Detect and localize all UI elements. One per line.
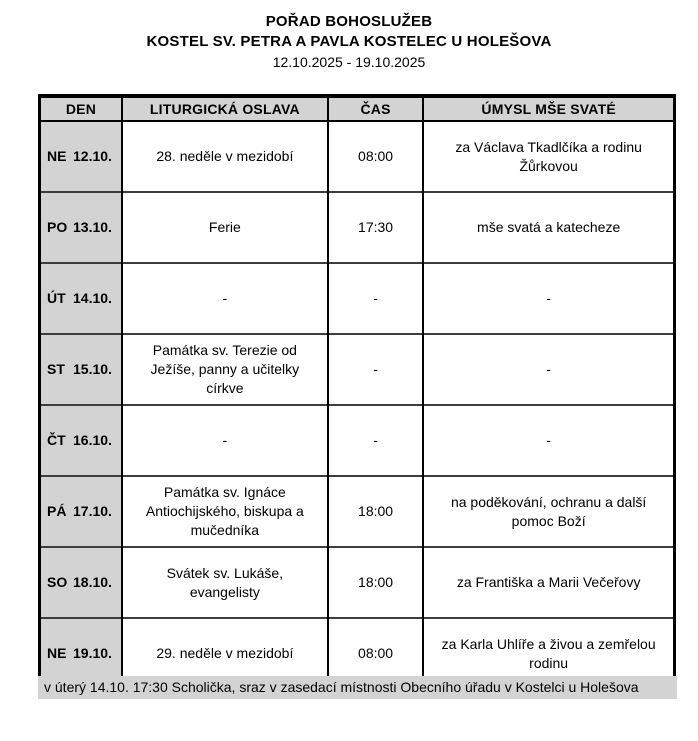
time-cell: 08:00 [328, 121, 423, 192]
church-title: KOSTEL SV. PETRA A PAVLA KOSTELEC U HOLEŠOVA [146, 33, 552, 50]
intention-cell: za Karla Uhlíře a živou a zemřelou rodinu [423, 618, 674, 690]
time-cell: - [328, 334, 423, 405]
celebration-cell: - [122, 263, 328, 334]
celebration-cell: Ferie [122, 192, 328, 263]
intention-cell: na poděkování, ochranu a další pomoc Boží [423, 476, 674, 547]
celebration-cell: 28. neděle v mezidobí [122, 121, 328, 192]
time-cell: - [328, 263, 423, 334]
celebration-cell: Svátek sv. Lukáše, evangelisty [122, 547, 328, 618]
column-header-den: DEN [40, 96, 122, 121]
table-row [40, 192, 675, 263]
time-cell: 08:00 [328, 618, 423, 690]
table-row [40, 476, 675, 547]
day-date: 16.10. [73, 432, 112, 448]
day-abbreviation: ČT [47, 432, 66, 448]
intention-cell: za Václava Tkadlčíka a rodinu Žůrkovou [423, 121, 674, 192]
celebration-cell: Památka sv. Ignáce Antiochijského, biskupa a mučedníka [122, 476, 328, 547]
time-cell: 17:30 [328, 192, 423, 263]
day-abbreviation: NE [47, 148, 67, 164]
celebration-cell: 29. neděle v mezidobí [122, 618, 328, 690]
column-header-liturgicka-oslava: LITURGICKÁ OSLAVA [122, 96, 328, 121]
column-header-cas: ČAS [328, 96, 423, 121]
footer-note: v úterý 14.10. 17:30 Scholička, sraz v zasedací místnosti Obecního úřadu v Kostelci u Holešova [38, 676, 677, 699]
day-abbreviation: ÚT [47, 290, 66, 306]
day-cell [40, 476, 122, 547]
page-title: POŘAD BOHOSLUŽEB [265, 13, 433, 30]
intention-cell: - [423, 334, 674, 405]
table-row [40, 263, 675, 334]
time-cell: 18:00 [328, 547, 423, 618]
day-date: 17.10. [73, 503, 112, 519]
day-abbreviation: NE [47, 645, 67, 661]
document-header [0, 0, 698, 72]
day-date: 13.10. [73, 219, 112, 235]
day-abbreviation: SO [47, 574, 68, 590]
column-header-umysl-mse-svate: ÚMYSL MŠE SVATÉ [423, 96, 674, 121]
table-row [40, 121, 675, 192]
day-cell [40, 192, 122, 263]
day-date: 14.10. [73, 290, 112, 306]
table-row [40, 334, 675, 405]
day-cell [40, 121, 122, 192]
day-cell [40, 334, 122, 405]
intention-cell: - [423, 263, 674, 334]
celebration-cell: - [122, 405, 328, 476]
day-abbreviation: ST [47, 361, 65, 377]
time-cell: - [328, 405, 423, 476]
intention-cell: mše svatá a katecheze [423, 192, 674, 263]
day-abbreviation: PO [47, 219, 68, 235]
day-date: 12.10. [73, 148, 112, 164]
day-cell [40, 405, 122, 476]
intention-cell: za Františka a Marii Večeřovy [423, 547, 674, 618]
day-date: 18.10. [73, 574, 112, 590]
day-cell [40, 263, 122, 334]
table-row [40, 405, 675, 476]
day-date: 15.10. [73, 361, 112, 377]
day-cell [40, 547, 122, 618]
day-abbreviation: PÁ [47, 503, 67, 519]
day-date: 19.10. [73, 645, 112, 661]
date-range: 12.10.2025 - 19.10.2025 [272, 54, 426, 70]
table-row [40, 547, 675, 618]
mass-schedule-table [38, 94, 676, 691]
time-cell: 18:00 [328, 476, 423, 547]
table-header-row [40, 96, 675, 121]
intention-cell: - [423, 405, 674, 476]
celebration-cell: Památka sv. Terezie od Ježíše, panny a učitelky církve [122, 334, 328, 405]
